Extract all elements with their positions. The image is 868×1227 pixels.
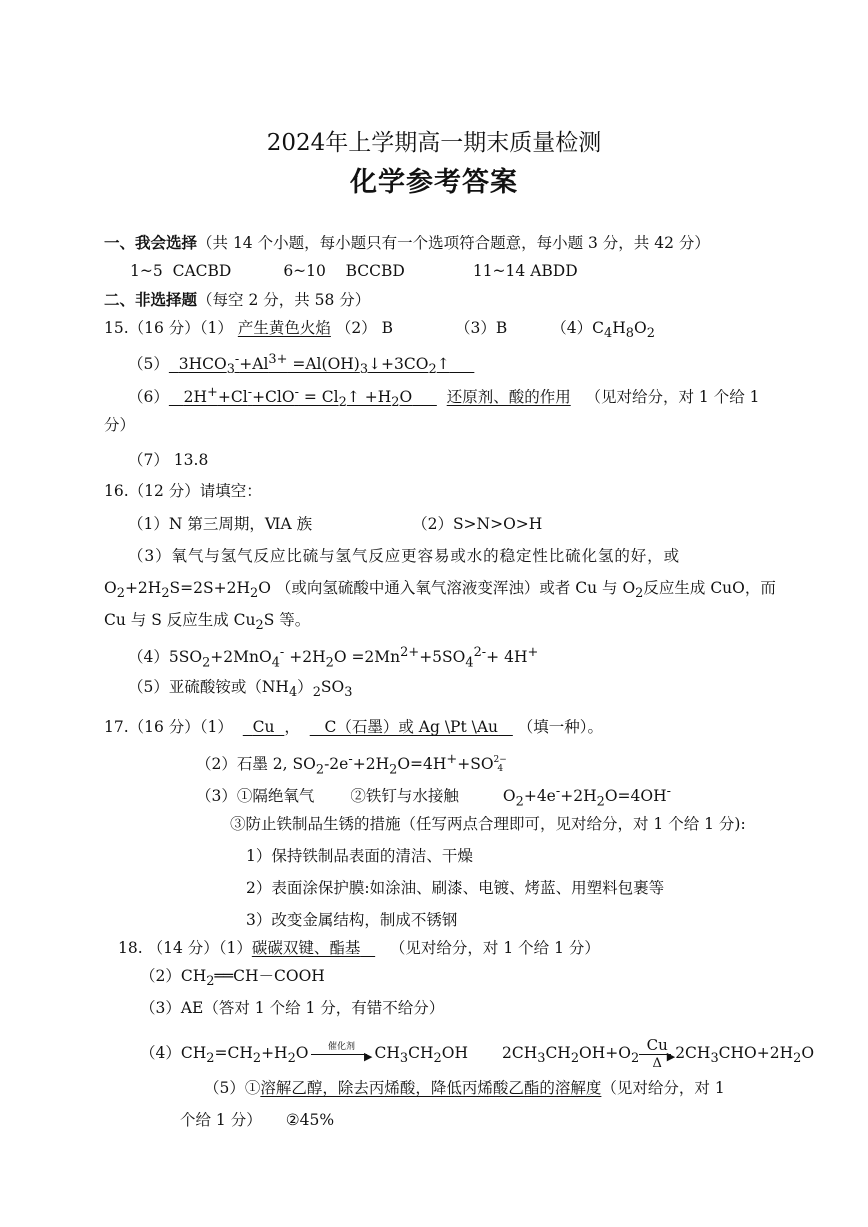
q16-line-3: $O_2+2H_2S=2S+2H_2O$ （或向氢硫酸中通入氧气溶液变浑浊）或者 Cu 与 $O_2$反应生成 CuO，而 (104, 579, 776, 602)
section-1-answers: 1~5 CACBD 6~10 BCCBD 11~14 ABDD (130, 262, 578, 280)
q17-measure-3: 3）改变金属结构，制成不锈钢 (246, 911, 458, 929)
section-1-heading: 一、我会选择（共 14 个小题，每小题只有一个选项符合题意，每小题 3 分，共 42 分） (104, 234, 710, 252)
q15-line-3b: 分） (104, 416, 136, 434)
section-2-heading: 二、非选择题（每空 2 分，共 58 分） (104, 291, 371, 309)
q15-line-2: （5） $3HCO_3^-+Al^{3+}$ $=Al(OH)_3↓+3CO_2↑$ (128, 350, 474, 380)
q18-line-3: （3）AE（答对 1 个给 1 分，有错不给分） (140, 999, 445, 1017)
catalyst-arrow: 催化剂 ▶ (311, 1044, 373, 1064)
q16-line-5: $(4)5SO_2+2MnO_4^- +2H_2O =2Mn^{2+}+5SO_4^{2-}+ 4H^+$ (128, 645, 539, 671)
q18-line-2: $(2)CH_2══CH-COOH$ (140, 967, 325, 990)
q16-heading: 16.（12 分）请填空： (104, 482, 262, 500)
q17-line-3: （3）①隔绝氧气 ②铁钉与水接触 $O_2+4e^-+2H_2O=4OH^-$ (196, 784, 671, 810)
q16-line-2: （3）氧气与氢气反应比硫与氢气反应更容易或水的稳定性比硫化氢的好，或 (128, 547, 680, 565)
page-title: 2024年上学期高一期末质量检测 (266, 130, 602, 156)
cu-heat-arrow: Cu ▶ Δ (639, 1039, 675, 1069)
q18-line-1: 18. （14 分）（1）碳碳双键、酯基 （见对给分，对 1 个给 1 分） (118, 939, 600, 957)
q17-line-4: ③防止铁制品生锈的措施（任写两点合理即可，见对给分，对 1 个给 1 分): (230, 815, 746, 833)
q18-line-6: 个给 1 分） ②45% (180, 1111, 335, 1129)
q16-line-4: Cu 与 S 反应生成 $Cu_2S$ 等。 (104, 611, 311, 634)
q16-line-1: （1）N 第三周期，ⅥA 族 （2）S>N>O>H (128, 515, 543, 533)
q17-measure-2: 2）表面涂保护膜:如涂油、刷漆、电镀、烤蓝、用塑料包裹等 (246, 879, 665, 897)
q18-line-4: $(4)CH_2=CH_2+H_2O$ 催化剂 ▶ $CH_3CH_2OH$ $2CH_3CH_2OH+O_2$ Cu ▶ Δ $2CH_3CHO+2H_2O$ (140, 1036, 815, 1071)
q15-ionic-equation: $3HCO_3^-+Al^{3+}$ $=Al(OH)_3↓+3CO_2↑$ (178, 352, 450, 378)
q15-line-4: （7） 13.8 (128, 451, 209, 469)
q17-measure-1: 1）保持铁制品表面的清洁、干燥 (246, 847, 473, 865)
q15-line-3: （6） $2H^++Cl^-+ClO^- = Cl_2↑ +H_2O$ 还原剂、酸的作用 （见对给分，对 1 个给 1 (128, 385, 760, 411)
page-subtitle: 化学参考答案 (350, 167, 518, 198)
q18-line-5: （5）①溶解乙醇，除去丙烯酸，降低丙烯酸乙酯的溶解度（见对给分，对 1 (204, 1079, 725, 1097)
q17-line-1: 17.（16 分）（1） Cu ， C（石墨）或 Ag \Pt \Au （填一种）。 (104, 718, 604, 736)
q15-line-1: 15.（16 分）（1） 产生黄色火焰 （2） B （3）B $(4)C_4H_8O_2$ (104, 319, 655, 342)
q16-line-6: （5）亚硫酸铵或$(NH_4)_2SO_3$ (128, 678, 353, 701)
q17-line-2: （2）石墨 2, $SO_2-2e^-+2H_2O=4H^++SO2-$ 4 (196, 752, 507, 778)
q15-redox-equation: $2H^++Cl^-+ClO^- = Cl_2↑ +H_2O$ (183, 385, 413, 411)
